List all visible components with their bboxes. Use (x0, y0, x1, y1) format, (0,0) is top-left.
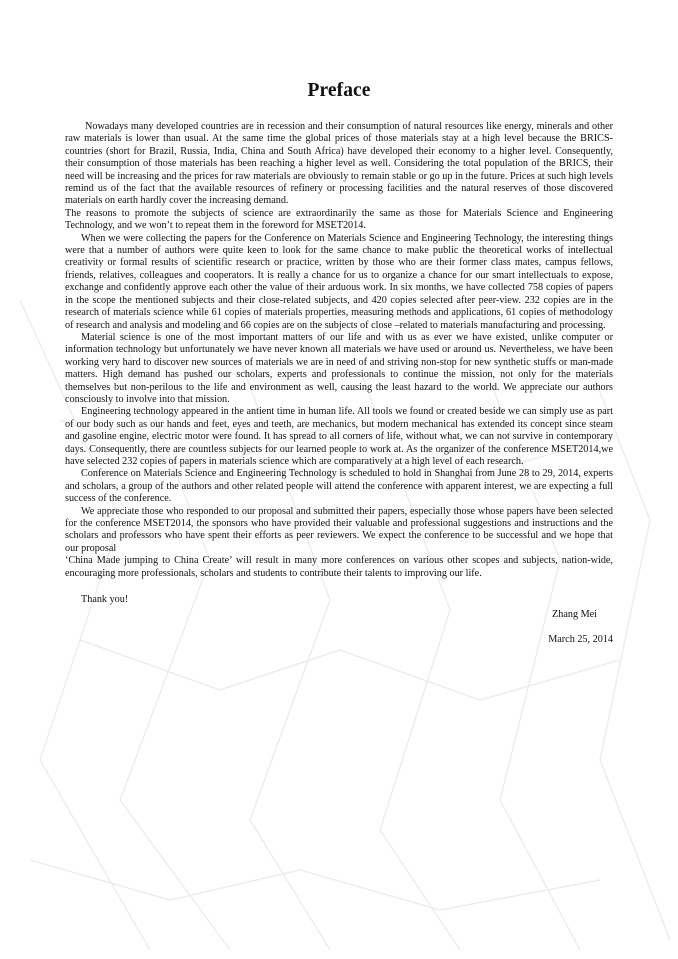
page-title: Preface (307, 80, 371, 101)
paragraph: Conference on Materials Science and Engineering Technology is scheduled to hold in Shanghai from June 28 to 29, 2014, experts and scholars, a group of the authors and other related people will attend the conference with apparent interest, we are expecting a full success of the conference. (65, 468, 613, 505)
signature-date: March 25, 2014 (548, 634, 613, 646)
signature-name: Zhang Mei (552, 609, 597, 621)
preface-page (65, 80, 613, 645)
paragraph: The reasons to promote the subjects of science are extraordinarily the same as those for Materials Science and Engineering Technology, and we won’t to repeat them in the foreword for MSET2014. (65, 207, 613, 232)
paragraph: Engineering technology appeared in the antient time in human life. All tools we found or created beside we can simply use as part of our body such as our hands and feet, eyes and teeth, are mechanics, but modern mechanical has extended its concept since steam and gasoline engine, electric motor were found. It has spread to all corners of life, without what, we can not survive in contemporary days. Consequently, there are countless subjects for our learned people to work at. As the organizer of the conference MSET2014,we have selected 232 copies of papers in materials science which are comparatively at a high level of each research. (65, 406, 613, 467)
paragraph: When we were collecting the papers for the Conference on Materials Science and Engineering Technology, the interesting things were that a number of authors were quite keen to look for the same chance to make public the theoretical works of intellectual creativity or formal results of scientific research or practice, written by those who are their former class mates, campus fellows, friends, relatives, colleagues and cooperators. It is really a chance for us to organize a chance for our smart intellectuals to expose, exchange and confidently approve each other the value of their arduous work. In six months, we have collected 758 copies of papers in the scope the mentioned subjects and their close-related subjects, and 420 copies selected after peer-view. 232 copies are in the research of materials science while 61 copies of materials properties, measuring methods and applications, 61 copies of methodology of research and analysis and modeling and 66 copies are on the subjects of close –related to materials manufacturing and processing. (65, 232, 613, 331)
paragraph: ‘China Made jumping to China Create’ will result in many more conferences on various other scopes and subjects, nation-wide, encouraging more professionals, scholars and students to contribute their talents to improving our life. (65, 555, 613, 579)
closing-text: Thank you! (81, 594, 129, 606)
paragraph: Nowadays many developed countries are in recession and their consumption of natural resources like energy, minerals and other raw materials is lower than usual. At the same time the global prices of those materials stay at a high level because the BRICS-countries (short for Brazil, Russia, India, China and South Africa) have developed their economy to a higher level. Consequently, their consumption of those materials has been reaching a higher level as well. Considering the total population of the BRICS, their need will be increasing and the prices for raw materials are obviously to remain stable or go up in the future. Prices at such high levels remind us of the fact that the available resources of refinery or processing facilities and the natural reserves of those discovered materials on earth hardly cover the increasing demand. (65, 121, 613, 207)
paragraph: We appreciate those who responded to our proposal and submitted their papers, especially those whose papers have been selected for the conference MSET2014, the sponsors who have provided their valuable and professional suggestions and instructions and the scholars and professors who have spent their efforts as peer reviewers. We expect the conference to be successful and we hope that our proposal (65, 505, 613, 554)
paragraph: Material science is one of the most important matters of our life and with us as ever we have existed, unlike computer or information technology but unfortunately we have never known all materials we have used or around us. Nevertheless, we have been working very hard to discover new sources of materials we are in need of and striving non-stop for new synthetic stuffs or man-made matters. High demand has pushed our scholars, experts and professionals to continue the mission, not only for the materials themselves but non-perilous to the life and environment as well, causing the least hazard to the world. We appreciate our authors consciously to involve into that mission. (65, 331, 613, 405)
